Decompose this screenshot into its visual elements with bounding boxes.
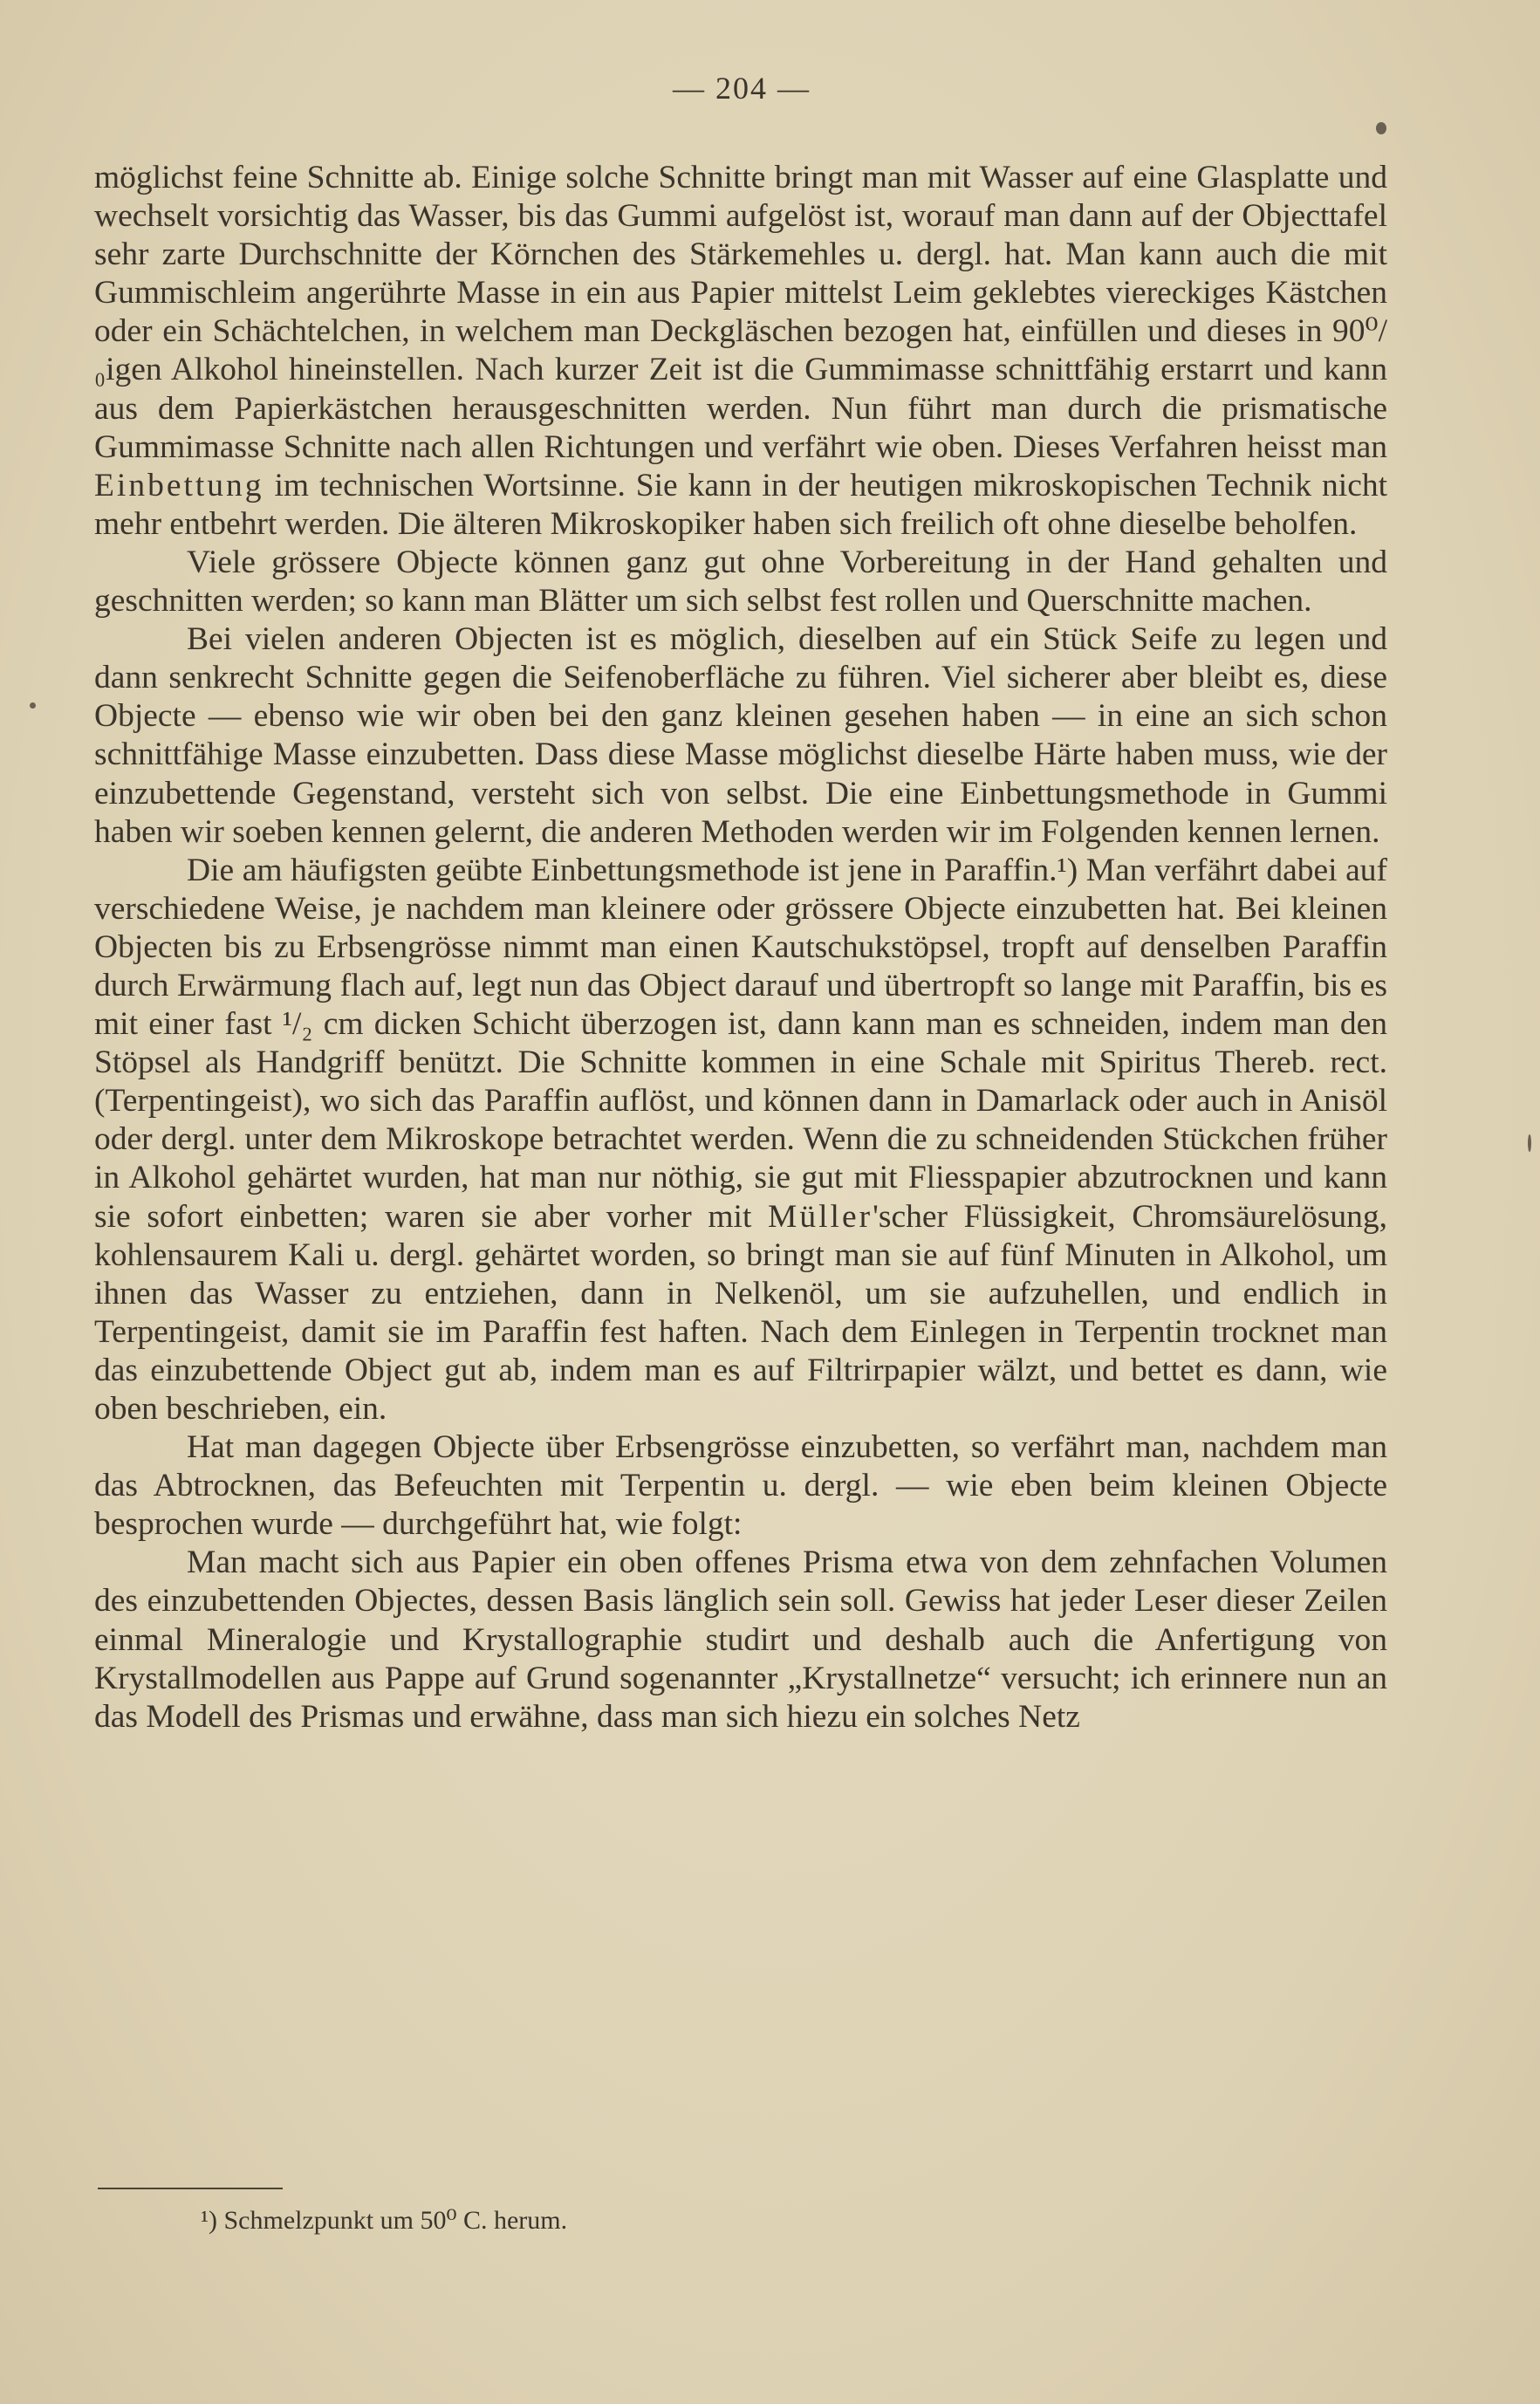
paragraph-6: Man macht sich aus Papier ein oben offenes Prisma etwa von dem zehnfachen Volumen des einzubettenden Objectes, dessen Basis länglich sein soll. Gewiss hat jeder Leser dieser Zeilen einmal Mineralogie und Krystallographie studirt und deshalb auch die Anfertigung von Krystallmodellen aus Pappe auf Grund sogenannter „Krystallnetze“ versucht; ich erinnere nun an das Modell des Prismas und erwähne, dass man sich hiezu ein solches Netz: [94, 1544, 1387, 1735]
emphasis-einbettung: Einbettung: [94, 467, 264, 503]
paragraph-4: [94, 852, 1387, 1428]
paragraph-2: Viele grössere Objecte können ganz gut ohne Vorbereitung in der Hand gehalten und geschnitten werden; so kann man Blätter um sich selbst fest rollen und Querschnitte machen.: [94, 544, 1387, 620]
paragraph-5: Hat man dagegen Objecte über Erbsengrösse einzubetten, so verfährt man, nachdem man das Abtrocknen, das Befeuchten mit Terpentin u. dergl. — wie eben beim kleinen Objecte besprochen wurde — durchgeführt hat, wie folgt:: [94, 1429, 1387, 1543]
footnote-divider: [98, 2188, 283, 2189]
paragraph-4-tail: 'scher Flüssigkeit, Chromsäurelösung, kohlensaurem Kali u. dergl. gehärtet worden, so bringt man sie auf fünf Minuten in Alkohol, um ihnen das Wasser zu entziehen, dann in Nelkenöl, um sie aufzuhellen, und endlich in Terpentingeist, damit sie im Paraffin fest haften. Nach dem Einlegen in Terpentin trocknet man das einzubettende Object gut ab, indem man es auf Filtrirpapier wälzt, und bettet es dann, wie oben beschrieben, ein.: [94, 1198, 1388, 1427]
emphasis-mueller: Müller: [768, 1198, 873, 1235]
body-text: [94, 159, 1387, 1736]
paragraph-3: Bei vielen anderen Objecten ist es möglich, dieselben auf ein Stück Seife zu legen und dann senkrecht Schnitte gegen die Seifenoberfläche zu führen. Viel sicherer aber bleibt es, diese Objecte — ebenso wie wir oben bei den ganz kleinen gesehen haben — in eine an sich schon schnittfähige Masse einzubetten. Dass diese Masse möglichst dieselbe Härte haben muss, wie der einzubettende Gegenstand, versteht sich von selbst. Die eine Einbettungsmethode in Gummi haben wir soeben kennen gelernt, die anderen Methoden werden wir im Folgenden kennen lernen.: [94, 621, 1387, 850]
paragraph-1-tail: im technischen Wortsinne. Sie kann in der heutigen mikroskopischen Technik nicht mehr entbehrt werden. Die älteren Mikroskopiker haben sich freilich oft ohne dieselbe beholfen.: [94, 467, 1388, 542]
paragraph-1-text: möglichst feine Schnitte ab. Einige solche Schnitte bringt man mit Wasser auf eine Glasplatte und wechselt vorsichtig das Wasser, bis das Gummi aufgelöst ist, worauf man dann auf der Objecttafel sehr zarte Durchschnitte der Körnchen des Stärkemehles u. dergl. hat. Man kann auch die mit Gummischleim angerührte Masse in ein aus Papier mittelst Leim geklebtes viereckiges Kästchen oder ein Schächtelchen, in welchem man Deckgläschen bezogen hat, einfüllen und dieses in 90⁰/₀igen Alkohol hineinstellen. Nach kurzer Zeit ist die Gummimasse schnittfähig erstarrt und kann aus dem Papierkästchen herausgeschnitten werden. Nun führt man durch die prismatische Gummimasse Schnitte nach allen Richtungen und verfährt wie oben. Dieses Verfahren heisst man: [94, 160, 1387, 465]
paper-speck: [30, 702, 36, 709]
page-number: — 204 —: [673, 71, 811, 106]
paper-speck: [1376, 122, 1386, 134]
paper-speck: [1528, 1134, 1531, 1152]
paragraph-1: [94, 159, 1387, 544]
paragraph-4-text: Die am häufigsten geübte Einbettungsmethode ist jene in Paraffin.¹) Man verfährt dabei auf verschiedene Weise, je nachdem man kleinere oder grössere Objecte einzubetten hat. Bei kleinen Objecten bis zu Erbsengrösse nimmt man einen Kautschukstöpsel, tropft auf denselben Paraffin durch Erwärmung flach auf, legt nun das Object darauf und übertropft so lange mit Paraffin, bis es mit einer fast ¹/₂ cm dicken Schicht überzogen ist, dann kann man es schneiden, indem man den Stöpsel als Handgriff benützt. Die Schnitte kommen in eine Schale mit Spiritus Thereb. rect. (Terpentingeist), wo sich das Paraffin auflöst, und können dann in Damarlack oder auch in Anisöl oder dergl. unter dem Mikroskope betrachtet werden. Wenn die zu schneidenden Stückchen früher in Alkohol gehärtet wurden, hat man nur nöthig, sie gut mit Fliesspapier abzutrocknen und kann sie sofort einbetten; waren sie aber vorher mit: [94, 852, 1387, 1235]
footnote: ¹) Schmelzpunkt um 50⁰ C. herum.: [201, 2206, 568, 2235]
